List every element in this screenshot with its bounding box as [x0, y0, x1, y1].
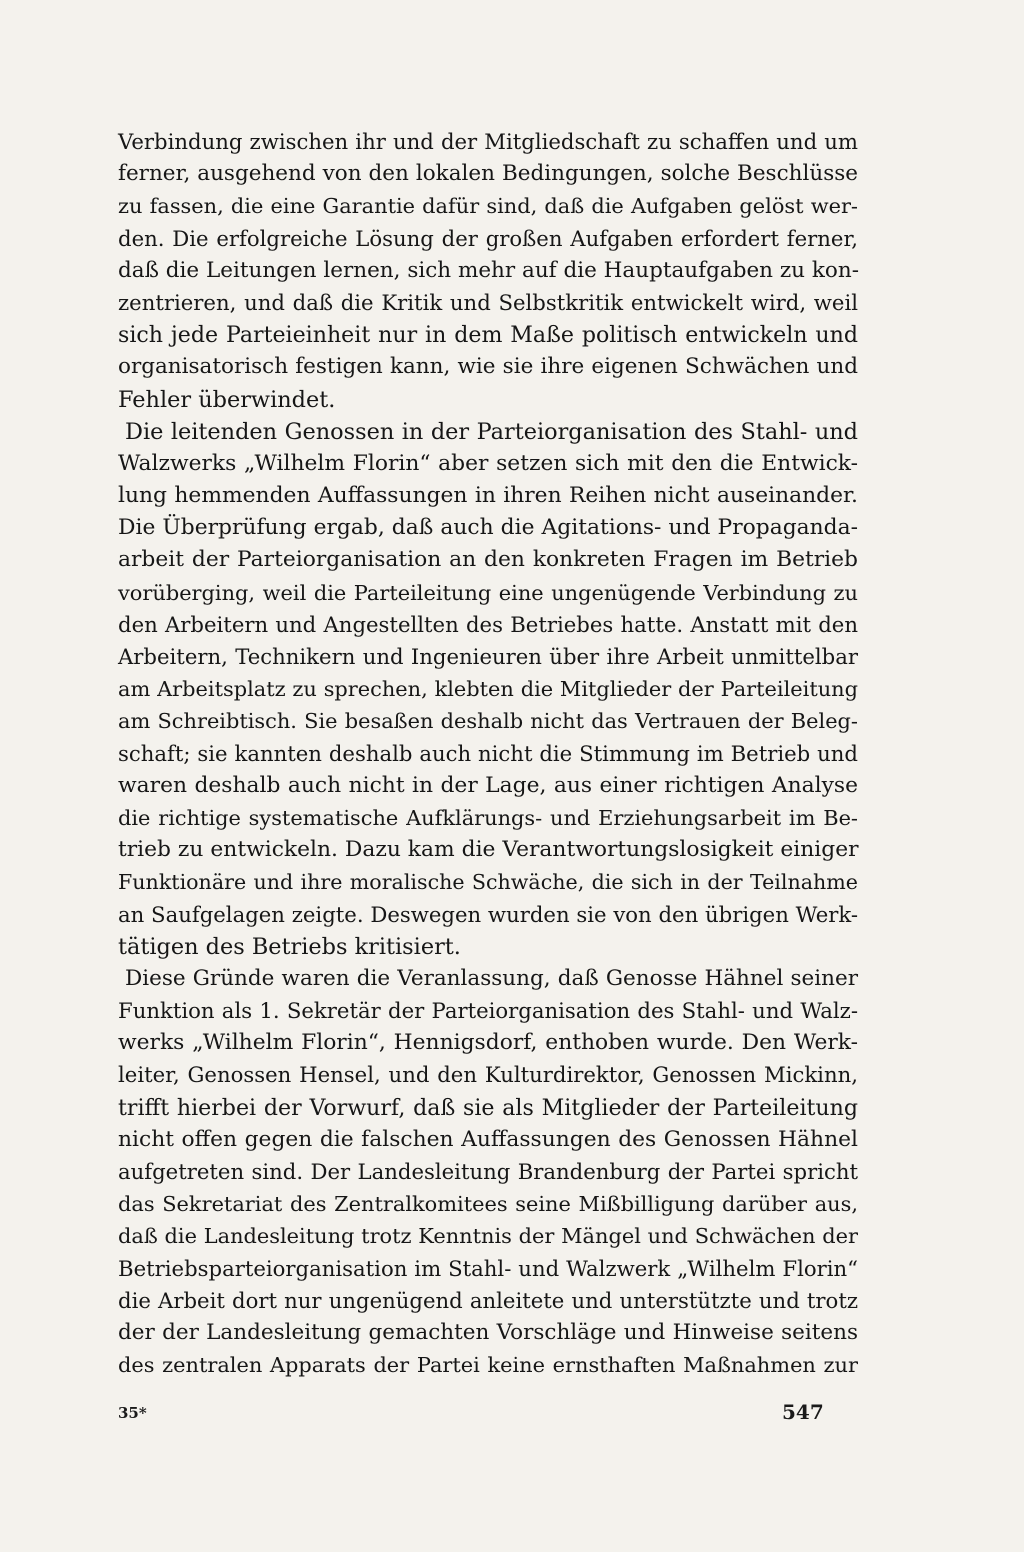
- text-line: den Arbeitern und Angestellten des Betriebes hatte. Anstatt mit den: [118, 611, 858, 637]
- text-line: den. Die erfolgreiche Lösung der großen Aufgaben erfordert ferner,: [118, 225, 858, 251]
- page-number: 547: [782, 1400, 824, 1424]
- paragraph-1: [118, 126, 858, 416]
- text-line: die Arbeit dort nur ungenügend anleitete und unterstützte und trotz: [118, 1287, 858, 1313]
- text-line: an Saufgelagen zeigte. Deswegen wurden sie von den übrigen Werk-: [118, 901, 858, 927]
- text-line: vorüberging, weil die Parteileitung eine ungenügende Verbindung zu: [118, 580, 858, 605]
- text-line: zu fassen, die eine Garantie dafür sind, daß die Aufgaben gelöst wer-: [118, 194, 858, 219]
- text-line: Die Überprüfung ergab, daß auch die Agitations- und Propaganda-: [118, 515, 858, 541]
- text-line: die richtige systematische Aufklärungs- und Erziehungsarbeit im Be-: [118, 805, 858, 830]
- signature-mark: 35*: [118, 1404, 147, 1422]
- text-line: aufgetreten sind. Der Landesleitung Brandenburg der Partei spricht: [118, 1159, 858, 1184]
- text-line: Die leitenden Genossen in der Parteiorganisation des Stahl- und: [125, 418, 858, 445]
- text-line: nicht offen gegen die falschen Auffassungen des Genossen Hähnel: [118, 1126, 858, 1152]
- body-text: [118, 126, 858, 1381]
- text-line: Diese Gründe waren die Veranlassung, daß Genosse Hähnel seiner: [125, 965, 858, 991]
- text-line: werks „Wilhelm Florin“, Hennigsdorf, enthoben wurde. Den Werk-: [118, 1030, 858, 1056]
- text-line: am Schreibtisch. Sie besaßen deshalb nicht das Vertrauen der Beleg-: [118, 709, 858, 734]
- text-line: trifft hierbei der Vorwurf, daß sie als Mitglieder der Parteileitung: [118, 1094, 858, 1121]
- text-line: des zentralen Apparats der Partei keine ernsthaften Maßnahmen zur: [118, 1353, 858, 1378]
- text-line: trieb zu entwickeln. Dazu kam die Verantwortungslosigkeit einiger: [118, 837, 859, 863]
- text-line: das Sekretariat des Zentralkomitees seine Mißbilligung darüber aus,: [118, 1192, 858, 1217]
- text-line: am Arbeitsplatz zu sprechen, klebten die Mitglieder der Parteileitung: [118, 677, 858, 702]
- text-line: Fehler überwindet.: [118, 386, 336, 413]
- text-line: Betriebsparteiorganisation im Stahl- und Walzwerk „Wilhelm Florin“: [118, 1255, 858, 1281]
- text-line: Funktion als 1. Sekretär der Parteiorganisation des Stahl- und Walz-: [118, 998, 858, 1024]
- paragraph-2: [118, 416, 858, 963]
- text-line: lung hemmenden Auffassungen in ihren Reihen nicht auseinander.: [118, 483, 858, 509]
- text-line: daß die Leitungen lernen, sich mehr auf die Hauptaufgaben zu kon-: [118, 257, 859, 283]
- text-line: tätigen des Betriebs kritisiert.: [118, 933, 461, 960]
- text-line: ferner, ausgehend von den lokalen Bedingungen, solche Beschlüsse: [118, 161, 858, 187]
- text-line: schaft; sie kannten deshalb auch nicht die Stimmung im Betrieb und: [118, 740, 858, 766]
- text-line: waren deshalb auch nicht in der Lage, aus einer richtigen Analyse: [118, 772, 858, 798]
- paragraph-3: [118, 963, 858, 1381]
- text-line: arbeit der Parteiorganisation an den konkreten Fragen im Betrieb: [118, 547, 858, 573]
- text-line: leiter, Genossen Hensel, und den Kulturdirektor, Genossen Mickinn,: [118, 1062, 858, 1088]
- text-line: Walzwerks „Wilhelm Florin“ aber setzen sich mit den die Entwick-: [118, 450, 858, 476]
- text-line: Funktionäre und ihre moralische Schwäche, die sich in der Teilnahme: [118, 870, 858, 895]
- text-line: daß die Landesleitung trotz Kenntnis der Mängel und Schwächen der: [118, 1224, 858, 1249]
- text-line: zentrieren, und daß die Kritik und Selbstkritik entwickelt wird, weil: [118, 289, 858, 315]
- text-line: Verbindung zwischen ihr und der Mitgliedschaft zu schaffen und um: [118, 129, 858, 154]
- text-line: der der Landesleitung gemachten Vorschläge und Hinweise seitens: [118, 1319, 858, 1345]
- text-line: Arbeitern, Technikern und Ingenieuren über ihre Arbeit unmittelbar: [118, 644, 858, 669]
- text-line: organisatorisch festigen kann, wie sie ihre eigenen Schwächen und: [118, 354, 858, 380]
- text-line: sich jede Parteieinheit nur in dem Maße politisch entwickeln und: [118, 322, 858, 349]
